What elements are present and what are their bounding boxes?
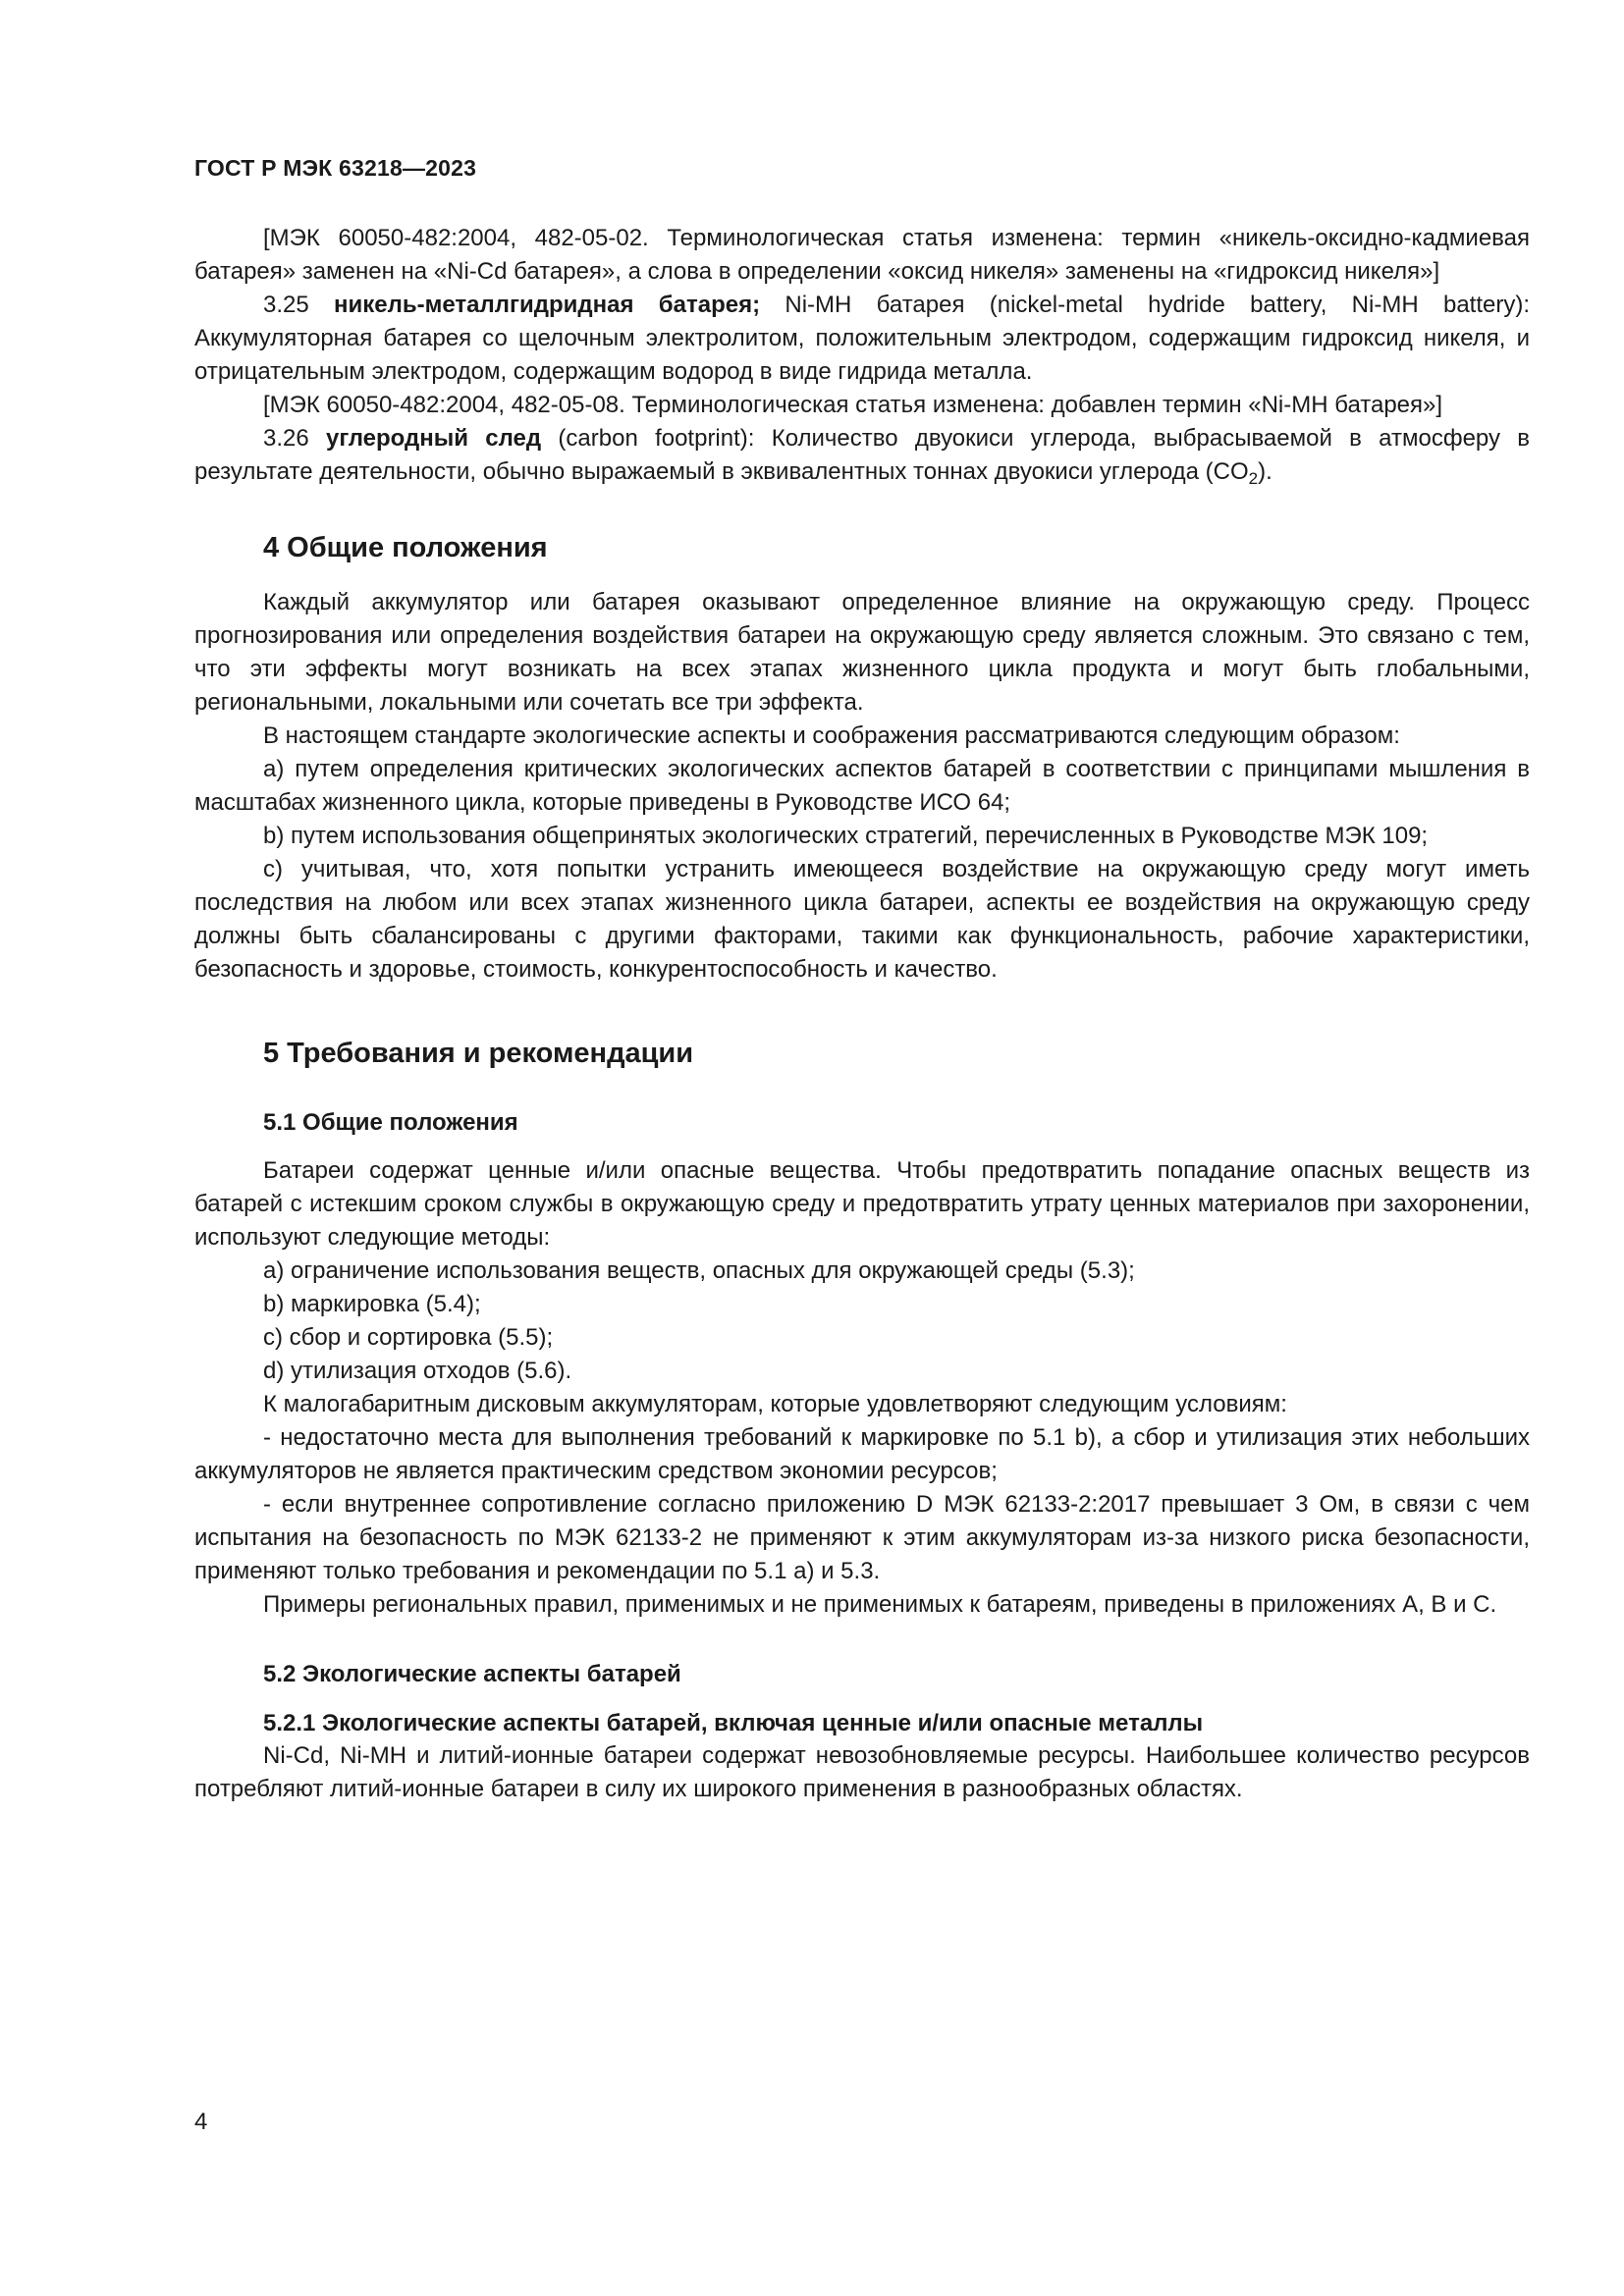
paragraph: Каждый аккумулятор или батарея оказывают определенное влияние на окружающую среду. Процесс прогнозирования или определения воздействия батареи на окружающую среду является сложным. Это связано с тем, что эти эффекты могут возникать на всех этапах жизненного цикла продукта и могут быть глобальными, региональными, локальными или сочетать все три эффекта. [194, 589, 1530, 716]
list-item-c: c) сбор и сортировка (5.5); [263, 1324, 554, 1351]
section-5-heading: 5 Требования и рекомендации [263, 1038, 694, 1069]
term-3-26 [194, 422, 1530, 489]
paragraph: К малогабаритным дисковым аккумуляторам, которые удовлетворяют следующим условиям: [263, 1391, 1287, 1417]
list-item-a: a) путем определения критических экологических аспектов батарей в соответствии с принципами мышления в масштабах жизненного цикла, которые приведены в Руководстве ИСО 64; [194, 756, 1530, 816]
term-3-25 [194, 289, 1530, 389]
page-number: 4 [194, 2109, 208, 2135]
term-definition: Ni-MH батарея (nickel-metal hydride battery, Ni-MH battery): Аккумуляторная батарея со щелочным электролитом, положительным электродом, содержащим гидроксид никеля, и отрицательным электродом, содержащим водород в виде гидрида металла. [194, 292, 1531, 385]
subsection-5-2-heading: 5.2 Экологические аспекты батарей [263, 1661, 681, 1687]
paragraph: Примеры региональных правил, применимых и не применимых к батареям, приведены в приложениях A, B и C. [263, 1591, 1497, 1618]
term-note-3-24: [МЭК 60050-482:2004, 482-05-02. Терминологическая статья изменена: термин «никель-оксидно-кадмиевая батарея» заменен на «Ni-Cd батарея», а слова в определении «оксид никеля» заменены на «гидроксид никеля»] [194, 225, 1530, 285]
list-item-b: b) маркировка (5.4); [263, 1291, 481, 1317]
paragraph: Ni-Cd, Ni-MH и литий-ионные батареи содержат невозобновляемые ресурсы. Наибольшее количество ресурсов потребляют литий-ионные батареи в силу их широкого применения в разнообразных областях. [194, 1742, 1530, 1802]
subscript: 2 [1248, 469, 1259, 488]
term-number: 3.25 [263, 292, 309, 318]
term-definition: (carbon footprint): Количество двуокиси углерода, выбрасываемой в атмосферу в результате деятельности, обычно выражаемый в эквивалентных тоннах двуокиси углерода (CO [194, 425, 1531, 485]
page-body [194, 222, 1530, 1806]
term-number: 3.26 [263, 425, 309, 452]
paragraph: В настоящем стандарте экологические аспекты и соображения рассматриваются следующим образом: [263, 722, 1400, 749]
list-item-d: d) утилизация отходов (5.6). [263, 1358, 572, 1384]
subsection-5-2-1-heading: 5.2.1 Экологические аспекты батарей, включая ценные и/или опасные металлы [263, 1710, 1204, 1736]
list-item-b: b) путем использования общепринятых экологических стратегий, перечисленных в Руководстве МЭК 109; [263, 823, 1429, 849]
dash-item: - недостаточно места для выполнения требований к маркировке по 5.1 b), а сбор и утилизация этих небольших аккумуляторов не является практическим средством экономии ресурсов; [194, 1424, 1530, 1484]
list-item-c: c) учитывая, что, хотя попытки устранить имеющееся воздействие на окружающую среду могут иметь последствия на любом или всех этапах жизненного цикла батареи, аспекты ее воздействия на окружающую среду должны быть сбалансированы с другими факторами, такими как функциональность, рабочие характеристики, безопасность и здоровье, стоимость, конкурентоспособность и качество. [194, 856, 1530, 983]
paragraph: Батареи содержат ценные и/или опасные вещества. Чтобы предотвратить попадание опасных веществ из батарей с истекшим сроком службы в окружающую среду и предотвратить утрату ценных материалов при захоронении, используют следующие методы: [194, 1157, 1530, 1251]
term-name: углеродный след [326, 425, 542, 452]
term-name: никель-металлгидридная батарея; [334, 292, 761, 318]
standard-id: ГОСТ Р МЭК 63218—2023 [194, 155, 477, 181]
term-note-3-25: [МЭК 60050-482:2004, 482-05-08. Терминологическая статья изменена: добавлен термин «Ni-MH батарея»] [263, 392, 1443, 418]
term-definition-end: ). [1258, 458, 1272, 485]
subsection-5-1-heading: 5.1 Общие положения [263, 1109, 518, 1136]
section-4-heading: 4 Общие положения [263, 532, 548, 563]
dash-item: - если внутреннее сопротивление согласно приложению D МЭК 62133-2:2017 превышает 3 Ом, в связи с чем испытания на безопасность по МЭК 62133-2 не применяют к этим аккумуляторам из-за низкого риска безопасности, применяют только требования и рекомендации по 5.1 a) и 5.3. [194, 1491, 1530, 1584]
list-item-a: a) ограничение использования веществ, опасных для окружающей среды (5.3); [263, 1257, 1135, 1284]
